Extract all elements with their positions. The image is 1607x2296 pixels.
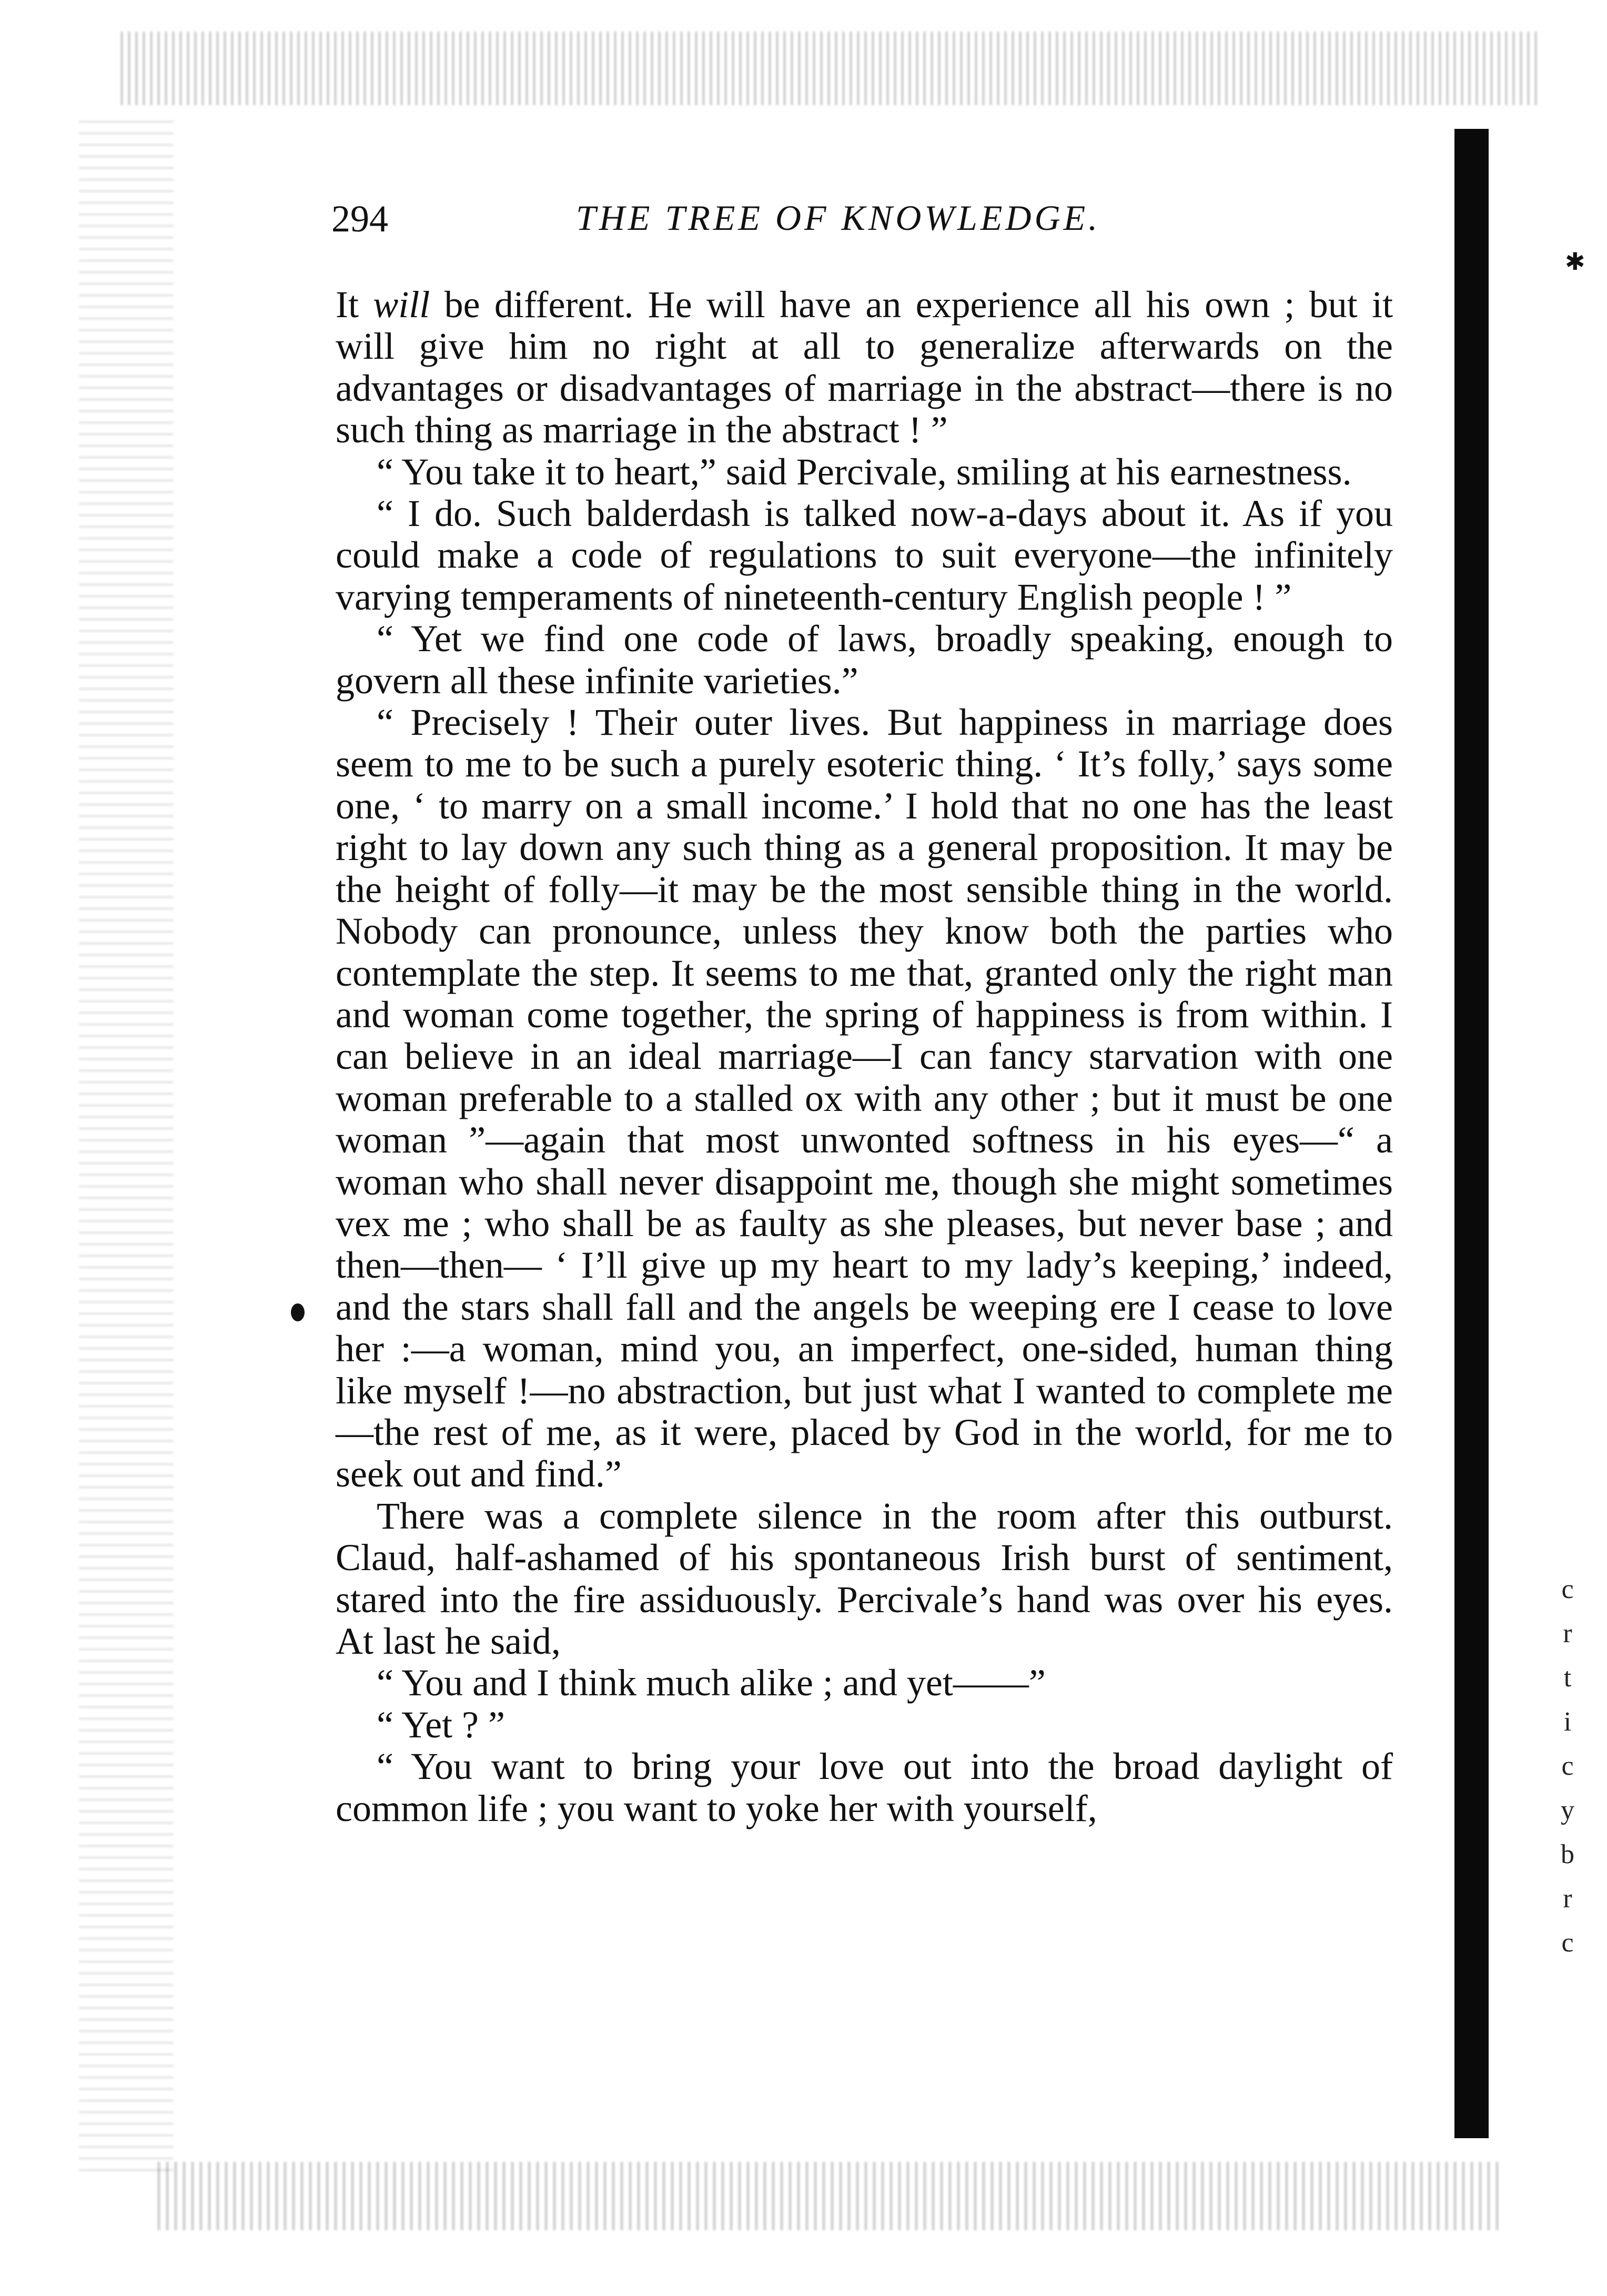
margin-mark: ✱ bbox=[1565, 248, 1585, 275]
paragraph-text: “ You take it to heart,” said Percivale, smiling at his earnestness. bbox=[377, 450, 1352, 493]
page-number: 294 bbox=[331, 198, 388, 240]
margin-ink-dot bbox=[291, 1303, 305, 1321]
paragraph bbox=[336, 451, 1393, 493]
binding-shadow-bar bbox=[1454, 129, 1489, 2138]
paragraph-text: There was a complete silence in the room after this outburst. Claud, half-ashamed of his spontaneous Irish burst of sentiment, stared into the fire assiduously. Percivale’s hand was over his eyes. At last he said, bbox=[336, 1494, 1393, 1662]
bleed-letter: c bbox=[1561, 1751, 1574, 1781]
bleed-letter: c bbox=[1561, 1574, 1574, 1604]
paragraph bbox=[336, 1495, 1393, 1663]
paragraph-text: “ I do. Such balderdash is talked now-a-days about it. As if you could make a code of regulations to suit everyone—the infinitely varying temperaments of nineteenth-century English people ! ” bbox=[336, 492, 1393, 618]
paragraph-text: “ Yet we find one code of laws, broadly speaking, enough to govern all these infinite varieties.” bbox=[336, 618, 1393, 702]
paragraph-text: “ Precisely ! Their outer lives. But happiness in marriage does seem to me to be such a purely esoteric thing. ‘ It’s folly,’ says some one, ‘ to marry on a small income.’ I hold that no one has the least right to lay down any such thing as a general proposition. It may be the height of folly—it may be the most sensible thing in the world. Nobody can pronounce, unless they know both the parties who contemplate the step. It seems to me that, granted only the right man and woman come together, the spring of happiness is from within. I can believe in an ideal marriage—I can fancy starvation with one woman preferable to a stalled ox with any other ; but it must be one woman ”—again that most unwonted softness in his eyes—“ a woman who shall never disappoint me, though she might sometimes vex me ; who shall be as faulty as she pleases, but never base ; and then—then— ‘ I’ll give up my heart to my lady’s keeping,’ indeed, and the stars shall fall and the angels be weeping ere I cease to love her :—a woman, mind you, an imperfect, one-sided, human thing like myself !—no abstraction, but just what I wanted to complete me—the rest of me, as it were, placed by God in the world, for me to seek out and find.” bbox=[336, 701, 1393, 1495]
paragraph-text: “ You and I think much alike ; and yet——” bbox=[377, 1662, 1046, 1704]
scan-noise-bottom-edge bbox=[158, 2162, 1499, 2230]
paragraph bbox=[336, 702, 1393, 1495]
bleed-letter: i bbox=[1563, 1707, 1572, 1737]
paragraph bbox=[336, 1704, 1393, 1746]
paragraph-text: “ You want to bring your love out into the broad daylight of common life ; you want to yoke her with yourself, bbox=[336, 1745, 1393, 1829]
facing-page-bleed-through bbox=[1554, 1567, 1581, 1965]
italic-text: will bbox=[373, 284, 430, 326]
bleed-letter: c bbox=[1561, 1928, 1574, 1958]
paragraph bbox=[336, 284, 1393, 451]
bleed-letter: b bbox=[1561, 1839, 1574, 1869]
paragraph-text: It bbox=[336, 284, 373, 326]
paragraph-text: be different. He will have an experience all his own ; but it will give him no right at all to generalize afterwards on the advantages or disadvantages of marriage in the abstract—there is no such thing as marriage in the abstract ! ” bbox=[336, 284, 1393, 451]
paragraph-text: “ Yet ? ” bbox=[377, 1703, 505, 1746]
bleed-letter: r bbox=[1563, 1619, 1572, 1648]
running-title: THE TREE OF KNOWLEDGE. bbox=[576, 198, 1101, 238]
scan-noise-top-edge bbox=[121, 32, 1541, 105]
scan-noise-left-edge bbox=[79, 121, 174, 2172]
paragraph bbox=[336, 1662, 1393, 1704]
bleed-letter: t bbox=[1563, 1663, 1572, 1693]
running-head bbox=[331, 197, 1410, 250]
body-text bbox=[336, 284, 1393, 1829]
paragraph bbox=[336, 1746, 1393, 1829]
bleed-letter: y bbox=[1561, 1795, 1574, 1825]
bleed-letter: r bbox=[1563, 1884, 1572, 1914]
paragraph bbox=[336, 618, 1393, 702]
paragraph bbox=[336, 493, 1393, 618]
